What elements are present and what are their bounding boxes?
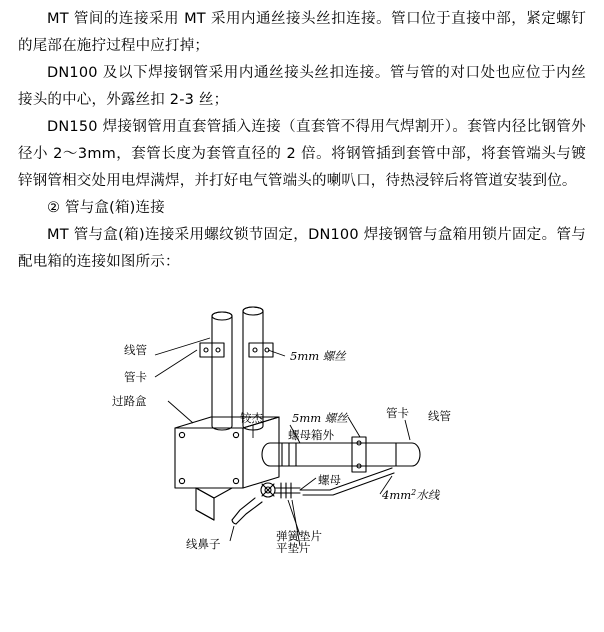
label-nut-outside: 螺母箱外: [288, 428, 334, 442]
label-top-conduit: 线管: [124, 343, 147, 357]
paragraph-1: MT 管间的连接采用 MT 采用内通丝接头丝扣连接。管口位于直接中部，紧定螺钉的尾部在施拧过程中应打掉；: [18, 11, 586, 54]
label-junction-box: 过路盒: [112, 394, 147, 408]
label-screw-5mm-upper: 5mm 螺丝: [290, 349, 346, 363]
paragraph-4: ② 管与盒(箱)连接: [47, 200, 165, 216]
label-nut: 螺母: [318, 473, 341, 487]
label-hinge: 铰杰: [240, 411, 263, 425]
paragraph-5: MT 管与盒(箱)连接采用螺纹锁节固定，DN100 焊接钢管与盒箱用锁片固定。管与配电箱的连接如图所示：: [18, 227, 586, 270]
label-spring-washer: 弹簧垫片: [276, 529, 322, 543]
label-wire-lug: 线鼻子: [186, 537, 221, 551]
label-pipe-clamp-right: 管卡: [386, 406, 409, 420]
paragraph-3: DN150 焊接钢管用直套管插入连接（直套管不得用气焊割开）。套管内径比钢管外径小 2～3mm，套管长度为套管直径的 2 倍。将钢管插到套管中部，将套管端头与镀锌钢管相交处用电焊满焊，并打好电气管端头的喇叭口，待热浸锌后将管道安装到位。: [18, 119, 586, 189]
label-ground-wire: $4mm^2$水线: [382, 488, 440, 502]
label-conduit-right: 线管: [428, 409, 451, 423]
paragraph-2: DN100 及以下焊接钢管采用内通丝接头丝扣连接。管与管的对口处也应位于内丝接头的中心，外露丝扣 2-3 丝；: [18, 65, 586, 108]
pipe-to-box-connection-diagram: [0, 298, 604, 553]
label-screw-5mm-lower: 5mm 螺丝: [292, 411, 348, 425]
label-pipe-clamp-left: 管卡: [124, 370, 147, 384]
label-flat-washer: 平垫片: [276, 541, 311, 553]
